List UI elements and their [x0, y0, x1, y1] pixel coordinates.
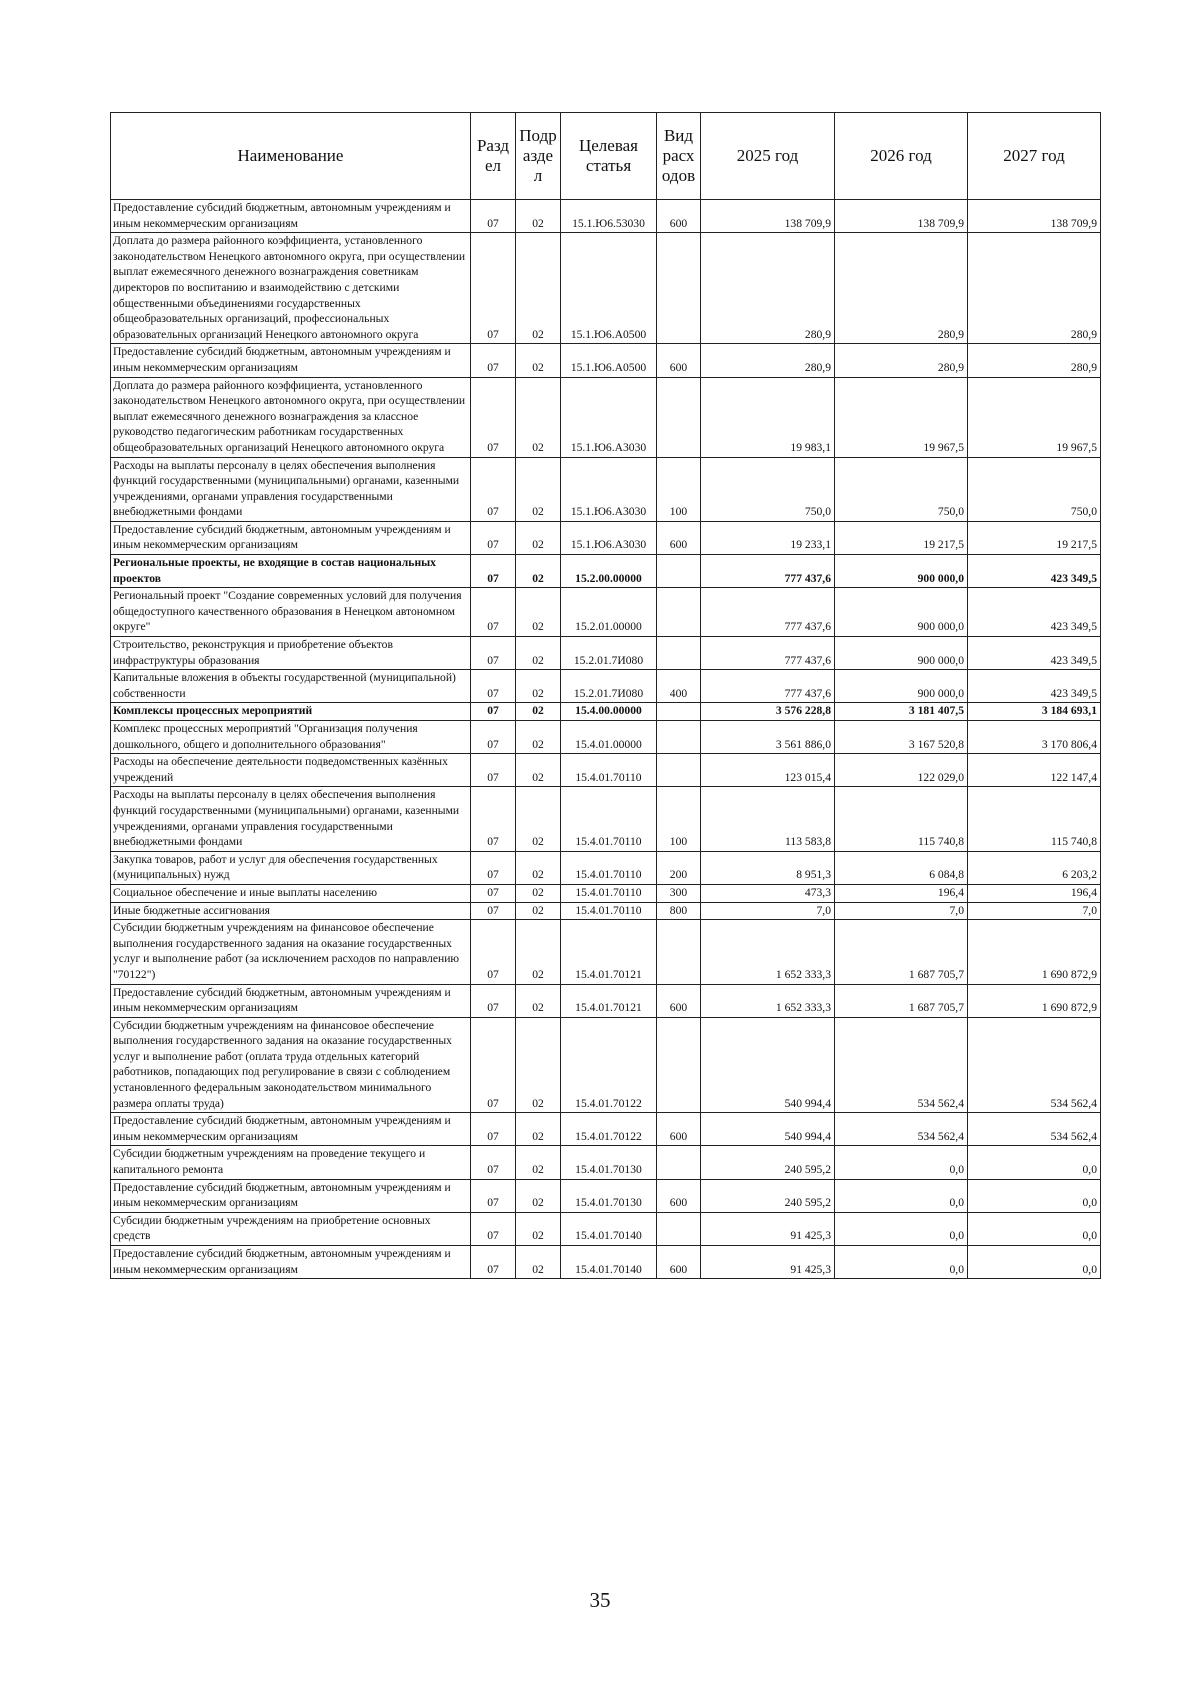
table-row [111, 902, 1101, 920]
row-target-article: 15.1.Ю6.А3030 [561, 521, 657, 554]
table-row [111, 670, 1101, 703]
row-name: Иные бюджетные ассигнования [111, 902, 471, 920]
row-podrazdel: 02 [516, 851, 561, 884]
row-amount-2027: 19 217,5 [968, 521, 1101, 554]
row-razdel: 07 [471, 920, 516, 984]
row-target-article: 15.2.01.7И080 [561, 637, 657, 670]
row-amount-2026: 900 000,0 [835, 670, 968, 703]
row-name: Комплексы процессных мероприятий [111, 703, 471, 721]
row-amount-2025: 473,3 [701, 884, 835, 902]
row-amount-2026: 534 562,4 [835, 1113, 968, 1146]
row-razdel: 07 [471, 457, 516, 521]
row-amount-2025: 540 994,4 [701, 1113, 835, 1146]
row-name: Предоставление субсидий бюджетным, автономным учреждениям и иным некоммерческим организациям [111, 1113, 471, 1146]
header-year-2026: 2026 год [835, 113, 968, 200]
row-amount-2027: 3 170 806,4 [968, 721, 1101, 754]
row-expense-type [657, 233, 701, 344]
table-row [111, 787, 1101, 851]
table-row [111, 200, 1101, 233]
table-row [111, 457, 1101, 521]
row-name: Расходы на обеспечение деятельности подведомственных казённых учреждений [111, 754, 471, 787]
row-amount-2027: 19 967,5 [968, 377, 1101, 457]
row-target-article: 15.1.Ю6.А3030 [561, 377, 657, 457]
row-razdel: 07 [471, 703, 516, 721]
row-amount-2025: 3 561 886,0 [701, 721, 835, 754]
row-amount-2026: 900 000,0 [835, 588, 968, 637]
row-podrazdel: 02 [516, 787, 561, 851]
table-row [111, 703, 1101, 721]
row-podrazdel: 02 [516, 1113, 561, 1146]
row-podrazdel: 02 [516, 721, 561, 754]
table-row [111, 851, 1101, 884]
row-target-article: 15.4.01.70110 [561, 884, 657, 902]
table-row [111, 884, 1101, 902]
row-target-article: 15.4.01.70122 [561, 1113, 657, 1146]
row-target-article: 15.2.00.00000 [561, 555, 657, 588]
row-amount-2025: 777 437,6 [701, 670, 835, 703]
table-row [111, 1113, 1101, 1146]
row-amount-2027: 280,9 [968, 233, 1101, 344]
table-row [111, 721, 1101, 754]
row-amount-2026: 900 000,0 [835, 637, 968, 670]
row-amount-2027: 196,4 [968, 884, 1101, 902]
row-amount-2025: 280,9 [701, 233, 835, 344]
row-amount-2025: 777 437,6 [701, 637, 835, 670]
row-amount-2026: 534 562,4 [835, 1017, 968, 1113]
row-name: Субсидии бюджетным учреждениям на приобретение основных средств [111, 1212, 471, 1245]
row-amount-2025: 19 233,1 [701, 521, 835, 554]
row-expense-type: 600 [657, 1113, 701, 1146]
row-razdel: 07 [471, 521, 516, 554]
row-razdel: 07 [471, 754, 516, 787]
row-expense-type: 600 [657, 1246, 701, 1279]
row-amount-2025: 138 709,9 [701, 200, 835, 233]
row-podrazdel: 02 [516, 521, 561, 554]
row-target-article: 15.1.Ю6.53030 [561, 200, 657, 233]
row-amount-2026: 6 084,8 [835, 851, 968, 884]
row-podrazdel: 02 [516, 703, 561, 721]
row-name: Региональные проекты, не входящие в состав национальных проектов [111, 555, 471, 588]
row-podrazdel: 02 [516, 984, 561, 1017]
table-row [111, 233, 1101, 344]
row-razdel: 07 [471, 1212, 516, 1245]
table-row [111, 521, 1101, 554]
row-expense-type: 300 [657, 884, 701, 902]
row-razdel: 07 [471, 377, 516, 457]
row-amount-2026: 115 740,8 [835, 787, 968, 851]
row-expense-type: 400 [657, 670, 701, 703]
row-razdel: 07 [471, 851, 516, 884]
row-podrazdel: 02 [516, 1017, 561, 1113]
row-amount-2025: 240 595,2 [701, 1179, 835, 1212]
table-row [111, 1146, 1101, 1179]
row-target-article: 15.4.01.70121 [561, 984, 657, 1017]
row-amount-2025: 8 951,3 [701, 851, 835, 884]
row-target-article: 15.4.01.70110 [561, 754, 657, 787]
row-amount-2027: 423 349,5 [968, 555, 1101, 588]
row-expense-type: 600 [657, 200, 701, 233]
row-razdel: 07 [471, 721, 516, 754]
row-target-article: 15.4.01.70130 [561, 1146, 657, 1179]
row-target-article: 15.4.01.70140 [561, 1246, 657, 1279]
row-amount-2026: 19 217,5 [835, 521, 968, 554]
row-podrazdel: 02 [516, 457, 561, 521]
table-row [111, 637, 1101, 670]
row-amount-2025: 240 595,2 [701, 1146, 835, 1179]
row-amount-2027: 534 562,4 [968, 1113, 1101, 1146]
header-target-article: Целевая статья [561, 113, 657, 200]
row-amount-2027: 115 740,8 [968, 787, 1101, 851]
row-name: Расходы на выплаты персоналу в целях обеспечения выполнения функций государственными (муниципальными) органами, казенными учреждениями, органами управления государственными внебюджетными фондами [111, 787, 471, 851]
row-razdel: 07 [471, 555, 516, 588]
table-row [111, 344, 1101, 377]
row-amount-2026: 280,9 [835, 344, 968, 377]
row-razdel: 07 [471, 637, 516, 670]
row-target-article: 15.4.00.00000 [561, 703, 657, 721]
row-amount-2027: 3 184 693,1 [968, 703, 1101, 721]
row-podrazdel: 02 [516, 670, 561, 703]
row-expense-type: 800 [657, 902, 701, 920]
row-razdel: 07 [471, 1017, 516, 1113]
row-amount-2027: 0,0 [968, 1246, 1101, 1279]
row-amount-2027: 1 690 872,9 [968, 920, 1101, 984]
row-name: Социальное обеспечение и иные выплаты населению [111, 884, 471, 902]
row-name: Предоставление субсидий бюджетным, автономным учреждениям и иным некоммерческим организациям [111, 1179, 471, 1212]
row-razdel: 07 [471, 344, 516, 377]
budget-table [110, 112, 1101, 1279]
row-amount-2026: 0,0 [835, 1146, 968, 1179]
header-expense-type: Вид расх одов [657, 113, 701, 200]
table-row [111, 588, 1101, 637]
row-expense-type [657, 1017, 701, 1113]
row-amount-2026: 1 687 705,7 [835, 984, 968, 1017]
row-razdel: 07 [471, 200, 516, 233]
row-name: Расходы на выплаты персоналу в целях обеспечения выполнения функций государственными (муниципальными) органами, казенными учреждениями, органами управления государственными внебюджетными фондами [111, 457, 471, 521]
row-amount-2027: 534 562,4 [968, 1017, 1101, 1113]
row-amount-2026: 3 181 407,5 [835, 703, 968, 721]
table-row [111, 1017, 1101, 1113]
row-amount-2027: 423 349,5 [968, 637, 1101, 670]
table-row [111, 984, 1101, 1017]
table-row [111, 377, 1101, 457]
row-name: Предоставление субсидий бюджетным, автономным учреждениям и иным некоммерческим организациям [111, 984, 471, 1017]
row-podrazdel: 02 [516, 377, 561, 457]
row-name: Доплата до размера районного коэффициента, установленного законодательством Ненецкого автономного округа, при осуществлении выплат ежемесячного денежного вознаграждения советникам директоров по воспитанию и взаимодействию с детскими общественными объединениями государственных общеобразовательных организаций, профессиональных образовательных организаций Ненецкого автономного округа [111, 233, 471, 344]
row-podrazdel: 02 [516, 902, 561, 920]
row-amount-2025: 91 425,3 [701, 1246, 835, 1279]
row-razdel: 07 [471, 588, 516, 637]
row-name: Субсидии бюджетным учреждениям на проведение текущего и капитального ремонта [111, 1146, 471, 1179]
row-amount-2026: 900 000,0 [835, 555, 968, 588]
row-amount-2027: 423 349,5 [968, 670, 1101, 703]
row-expense-type [657, 637, 701, 670]
row-target-article: 15.4.01.70122 [561, 1017, 657, 1113]
row-name: Предоставление субсидий бюджетным, автономным учреждениям и иным некоммерческим организациям [111, 1246, 471, 1279]
row-amount-2027: 7,0 [968, 902, 1101, 920]
row-podrazdel: 02 [516, 884, 561, 902]
row-amount-2026: 3 167 520,8 [835, 721, 968, 754]
row-target-article: 15.4.01.70121 [561, 920, 657, 984]
row-target-article: 15.4.01.70110 [561, 787, 657, 851]
row-podrazdel: 02 [516, 344, 561, 377]
row-expense-type: 100 [657, 457, 701, 521]
row-amount-2026: 750,0 [835, 457, 968, 521]
row-amount-2025: 7,0 [701, 902, 835, 920]
row-amount-2025: 113 583,8 [701, 787, 835, 851]
row-target-article: 15.1.Ю6.А0500 [561, 344, 657, 377]
row-expense-type [657, 721, 701, 754]
row-razdel: 07 [471, 670, 516, 703]
row-expense-type [657, 555, 701, 588]
row-podrazdel: 02 [516, 637, 561, 670]
row-target-article: 15.2.01.00000 [561, 588, 657, 637]
row-podrazdel: 02 [516, 1179, 561, 1212]
row-target-article: 15.4.01.70110 [561, 851, 657, 884]
header-razdel: Разд ел [471, 113, 516, 200]
row-amount-2026: 196,4 [835, 884, 968, 902]
row-target-article: 15.4.01.70110 [561, 902, 657, 920]
row-razdel: 07 [471, 233, 516, 344]
row-expense-type [657, 1146, 701, 1179]
row-amount-2026: 19 967,5 [835, 377, 968, 457]
header-year-2027: 2027 год [968, 113, 1101, 200]
row-razdel: 07 [471, 1179, 516, 1212]
row-amount-2027: 423 349,5 [968, 588, 1101, 637]
row-expense-type [657, 1212, 701, 1245]
row-expense-type: 600 [657, 521, 701, 554]
row-podrazdel: 02 [516, 920, 561, 984]
header-year-2025: 2025 год [701, 113, 835, 200]
table-row [111, 1246, 1101, 1279]
row-name: Предоставление субсидий бюджетным, автономным учреждениям и иным некоммерческим организациям [111, 200, 471, 233]
row-expense-type [657, 703, 701, 721]
table-row [111, 1179, 1101, 1212]
header-name: Наименование [111, 113, 471, 200]
row-expense-type: 200 [657, 851, 701, 884]
row-razdel: 07 [471, 787, 516, 851]
row-podrazdel: 02 [516, 1246, 561, 1279]
row-amount-2025: 280,9 [701, 344, 835, 377]
row-amount-2026: 1 687 705,7 [835, 920, 968, 984]
table-body [111, 200, 1101, 1279]
row-razdel: 07 [471, 884, 516, 902]
row-amount-2026: 7,0 [835, 902, 968, 920]
row-expense-type: 600 [657, 984, 701, 1017]
row-expense-type: 600 [657, 344, 701, 377]
row-name: Строительство, реконструкция и приобретение объектов инфраструктуры образования [111, 637, 471, 670]
row-amount-2025: 777 437,6 [701, 588, 835, 637]
row-amount-2027: 750,0 [968, 457, 1101, 521]
row-name: Закупка товаров, работ и услуг для обеспечения государственных (муниципальных) нужд [111, 851, 471, 884]
row-amount-2025: 1 652 333,3 [701, 984, 835, 1017]
row-name: Доплата до размера районного коэффициента, установленного законодательством Ненецкого автономного округа, при осуществлении выплат ежемесячного денежного вознаграждения за классное руководство педагогическим работникам государственных общеобразовательных организаций Ненецкого автономного округа [111, 377, 471, 457]
row-amount-2027: 122 147,4 [968, 754, 1101, 787]
row-target-article: 15.1.Ю6.А3030 [561, 457, 657, 521]
row-amount-2026: 280,9 [835, 233, 968, 344]
page-number: 35 [589, 1588, 611, 1612]
row-podrazdel: 02 [516, 1212, 561, 1245]
row-name: Региональный проект "Создание современных условий для получения общедоступного качественного образования в Ненецком автономном округе" [111, 588, 471, 637]
row-podrazdel: 02 [516, 233, 561, 344]
row-amount-2027: 0,0 [968, 1212, 1101, 1245]
row-amount-2027: 0,0 [968, 1146, 1101, 1179]
row-amount-2025: 91 425,3 [701, 1212, 835, 1245]
row-podrazdel: 02 [516, 1146, 561, 1179]
row-amount-2025: 750,0 [701, 457, 835, 521]
row-expense-type [657, 754, 701, 787]
row-amount-2026: 138 709,9 [835, 200, 968, 233]
table-row [111, 920, 1101, 984]
table-row [111, 754, 1101, 787]
row-amount-2025: 123 015,4 [701, 754, 835, 787]
row-amount-2027: 0,0 [968, 1179, 1101, 1212]
row-target-article: 15.4.01.70140 [561, 1212, 657, 1245]
row-expense-type [657, 377, 701, 457]
table-row [111, 1212, 1101, 1245]
row-amount-2025: 3 576 228,8 [701, 703, 835, 721]
row-razdel: 07 [471, 1113, 516, 1146]
row-name: Субсидии бюджетным учреждениям на финансовое обеспечение выполнения государственного задания на оказание государственных услуг и выполнение работ (оплата труда отдельных категорий работников, попадающих под регулирование в связи с соблюдением установленного федеральным законодательством минимального размера оплаты труда) [111, 1017, 471, 1113]
row-amount-2026: 0,0 [835, 1246, 968, 1279]
row-amount-2027: 6 203,2 [968, 851, 1101, 884]
row-target-article: 15.4.01.70130 [561, 1179, 657, 1212]
row-name: Предоставление субсидий бюджетным, автономным учреждениям и иным некоммерческим организациям [111, 344, 471, 377]
row-razdel: 07 [471, 1246, 516, 1279]
row-expense-type: 100 [657, 787, 701, 851]
row-razdel: 07 [471, 984, 516, 1017]
row-expense-type [657, 920, 701, 984]
table-header-row [111, 113, 1101, 200]
row-amount-2025: 777 437,6 [701, 555, 835, 588]
row-podrazdel: 02 [516, 588, 561, 637]
row-amount-2025: 19 983,1 [701, 377, 835, 457]
row-amount-2027: 138 709,9 [968, 200, 1101, 233]
row-amount-2026: 0,0 [835, 1179, 968, 1212]
row-name: Капитальные вложения в объекты государственной (муниципальной) собственности [111, 670, 471, 703]
row-podrazdel: 02 [516, 200, 561, 233]
table-row [111, 555, 1101, 588]
row-podrazdel: 02 [516, 754, 561, 787]
row-podrazdel: 02 [516, 555, 561, 588]
row-razdel: 07 [471, 902, 516, 920]
row-expense-type: 600 [657, 1179, 701, 1212]
row-amount-2025: 540 994,4 [701, 1017, 835, 1113]
header-podrazdel: Подр азде л [516, 113, 561, 200]
row-razdel: 07 [471, 1146, 516, 1179]
row-target-article: 15.4.01.00000 [561, 721, 657, 754]
row-amount-2027: 1 690 872,9 [968, 984, 1101, 1017]
row-expense-type [657, 588, 701, 637]
row-amount-2026: 0,0 [835, 1212, 968, 1245]
row-amount-2026: 122 029,0 [835, 754, 968, 787]
row-name: Субсидии бюджетным учреждениям на финансовое обеспечение выполнения государственного задания на оказание государственных услуг и выполнение работ (за исключением расходов по направлению "70122") [111, 920, 471, 984]
row-name: Предоставление субсидий бюджетным, автономным учреждениям и иным некоммерческим организациям [111, 521, 471, 554]
row-target-article: 15.2.01.7И080 [561, 670, 657, 703]
row-amount-2027: 280,9 [968, 344, 1101, 377]
row-target-article: 15.1.Ю6.А0500 [561, 233, 657, 344]
row-name: Комплекс процессных мероприятий "Организация получения дошкольного, общего и дополнительного образования" [111, 721, 471, 754]
row-amount-2025: 1 652 333,3 [701, 920, 835, 984]
